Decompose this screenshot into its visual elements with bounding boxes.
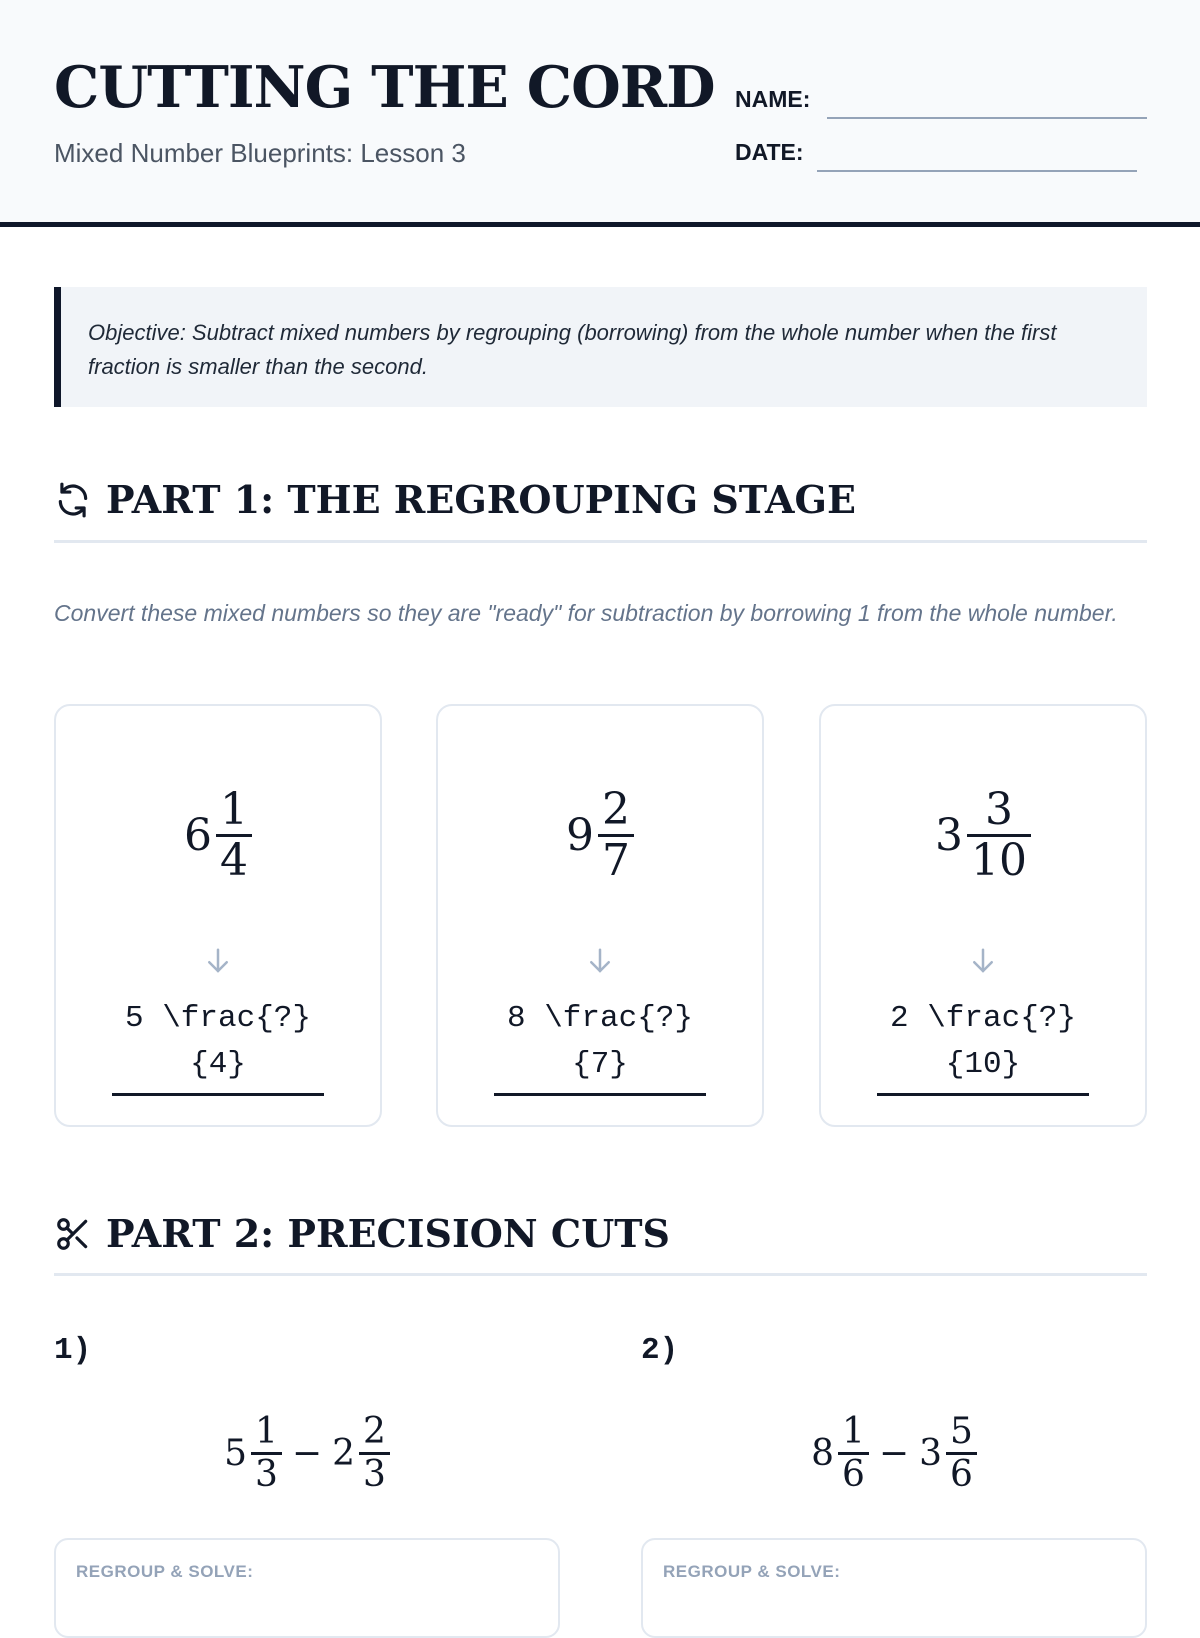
fraction bbox=[946, 1412, 977, 1494]
answer-text-line2: {4} bbox=[190, 1047, 246, 1082]
solve-label: REGROUP & SOLVE: bbox=[663, 1562, 841, 1581]
mixed-number bbox=[821, 786, 1145, 886]
objective-box: Objective: Subtract mixed numbers by regrouping (borrowing) from the whole number when the first fraction is smaller than the second. bbox=[54, 287, 1147, 407]
answer-input[interactable] bbox=[877, 996, 1089, 1096]
part1-title bbox=[54, 477, 856, 523]
whole-number: 8 bbox=[811, 1432, 834, 1474]
fraction bbox=[359, 1412, 390, 1494]
fraction bbox=[251, 1412, 282, 1494]
regroup-card bbox=[54, 704, 382, 1127]
problem-number: 2) bbox=[641, 1333, 679, 1368]
part1-instructions: Convert these mixed numbers so they are "ready" for subtraction by borrowing 1 from the whole number. bbox=[54, 600, 1118, 626]
mixed-number bbox=[438, 786, 762, 886]
subtraction-expression bbox=[641, 1412, 1147, 1494]
numerator: 2 bbox=[362, 1411, 386, 1452]
denominator: 3 bbox=[251, 1452, 282, 1495]
worksheet-header bbox=[0, 0, 1200, 227]
whole-number: 2 bbox=[332, 1432, 355, 1474]
part2-divider bbox=[54, 1273, 1147, 1276]
refresh-icon bbox=[54, 481, 92, 519]
fraction bbox=[967, 786, 1031, 886]
problem-number: 1) bbox=[54, 1333, 92, 1368]
date-label: DATE: bbox=[735, 139, 804, 165]
date-field[interactable] bbox=[817, 170, 1137, 172]
answer-input[interactable] bbox=[112, 996, 324, 1096]
arrow-down-icon bbox=[585, 946, 615, 976]
numerator: 2 bbox=[602, 784, 630, 835]
numerator: 1 bbox=[842, 1411, 865, 1452]
solve-label: REGROUP & SOLVE: bbox=[76, 1562, 254, 1581]
numerator: 3 bbox=[985, 784, 1013, 835]
numerator: 1 bbox=[220, 784, 248, 835]
mixed-number bbox=[56, 786, 380, 886]
answer-text-line1: 2 \frac{?} bbox=[889, 1001, 1077, 1036]
page-title: CUTTING THE CORD bbox=[54, 54, 715, 121]
part2-title bbox=[54, 1211, 670, 1257]
part1-title-text: PART 1: THE REGROUPING STAGE bbox=[106, 477, 856, 522]
denominator: 4 bbox=[216, 834, 252, 885]
fraction bbox=[216, 786, 252, 886]
denominator: 3 bbox=[359, 1452, 390, 1495]
answer-text-line2: {7} bbox=[572, 1047, 628, 1082]
scissors-icon bbox=[54, 1215, 92, 1253]
subtraction-expression bbox=[54, 1412, 560, 1494]
minus-sign: − bbox=[878, 1432, 910, 1474]
arrow-down-icon bbox=[968, 946, 998, 976]
name-field[interactable] bbox=[827, 117, 1147, 119]
denominator: 6 bbox=[946, 1452, 977, 1495]
answer-input[interactable] bbox=[494, 996, 706, 1096]
fraction bbox=[598, 786, 634, 886]
whole-number: 3 bbox=[935, 810, 963, 862]
minus-sign: − bbox=[291, 1432, 323, 1474]
arrow-down-icon bbox=[203, 946, 233, 976]
solve-box[interactable] bbox=[641, 1538, 1147, 1638]
whole-number: 9 bbox=[566, 810, 594, 862]
regroup-card bbox=[436, 704, 764, 1127]
solve-box[interactable] bbox=[54, 1538, 560, 1638]
numerator: 1 bbox=[255, 1411, 278, 1452]
part2-title-text: PART 2: PRECISION CUTS bbox=[106, 1211, 670, 1256]
denominator: 10 bbox=[967, 834, 1031, 885]
regroup-card bbox=[819, 704, 1147, 1127]
answer-text-line1: 5 \frac{?} bbox=[124, 1001, 312, 1036]
page-subtitle: Mixed Number Blueprints: Lesson 3 bbox=[54, 138, 466, 168]
fraction bbox=[838, 1412, 869, 1494]
name-label: NAME: bbox=[735, 86, 811, 112]
denominator: 6 bbox=[838, 1452, 869, 1495]
whole-number: 5 bbox=[224, 1432, 247, 1474]
whole-number: 6 bbox=[184, 810, 212, 862]
denominator: 7 bbox=[598, 834, 634, 885]
answer-text-line2: {10} bbox=[945, 1047, 1021, 1082]
answer-text-line1: 8 \frac{?} bbox=[506, 1001, 694, 1036]
numerator: 5 bbox=[949, 1411, 973, 1452]
whole-number: 3 bbox=[919, 1432, 942, 1474]
part1-divider bbox=[54, 540, 1147, 543]
